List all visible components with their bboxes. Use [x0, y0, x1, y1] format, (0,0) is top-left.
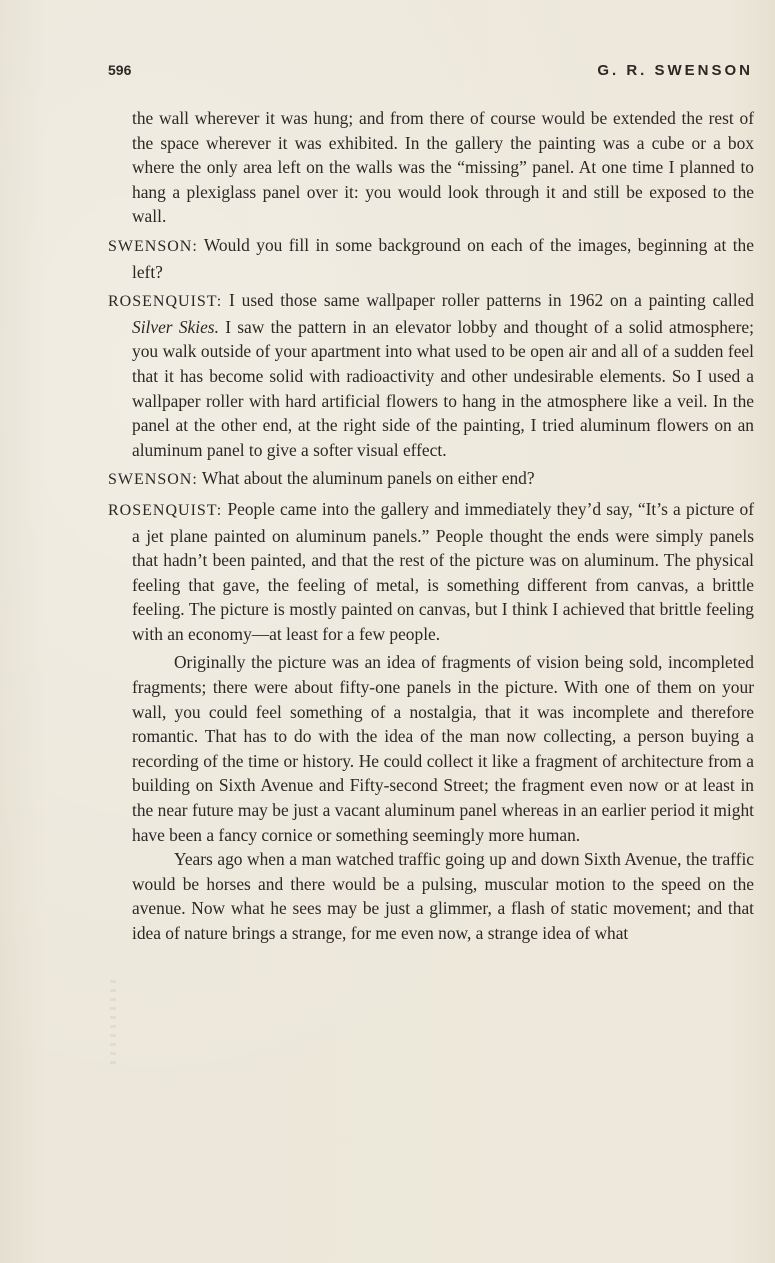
dialogue-paragraph	[108, 466, 754, 493]
paragraph-text: What about the aluminum panels on either end?	[201, 468, 535, 489]
paragraph-text: Years ago when a man watched traffic going up and down Sixth Avenue, the traffic would be horses and there would be a pulsing, muscular motion to the speed on the avenue. Now what he sees may be just a glimmer, a flash of static movement; and that idea of nature brings a strange, for me even now, a strange idea of what	[132, 849, 754, 943]
body-text	[108, 106, 754, 946]
paragraph-text: the wall wherever it was hung; and from there of course would be extended the rest of the space wherever it was exhibited. In the gallery the painting was a cube or a box where the only area left on the walls was the “missing” panel. At one time I planned to hang a plexiglass panel over it: you would look through it and still be exposed to the wall.	[132, 108, 754, 227]
dialogue-paragraph	[108, 288, 754, 462]
paragraph-text: People came into the gallery and immediately they’d say, “It’s a picture of a jet plane painted on aluminum panels.” People thought the ends were simply panels that hadn’t been painted, and that the rest of the picture was on aluminum. The physical feeling that gave, the feeling of metal, is something different from canvas, a brittle feeling. The picture is mostly painted on canvas, but I think I achieved that brittle feeling with an economy—at least for a few people.	[132, 498, 754, 644]
page-header	[108, 62, 753, 86]
indented-paragraph	[108, 847, 754, 945]
paragraph-text: I saw the pattern in an elevator lobby and thought of a solid atmosphere; you walk outside of your apartment into what used to be open air and all of a sudden feel that it has become solid with radioactivity and other undesirable elements. So I used a wallpaper roller with hard artificial flowers to hang in the atmosphere like a veil. In the panel at the other end, at the right side of the painting, I tried aluminum flowers on an aluminum panel to give a softer visual effect.	[132, 316, 754, 460]
painting-title: Silver Skies.	[132, 316, 219, 337]
paragraph-continued	[108, 106, 754, 229]
paragraph-text: Originally the picture was an idea of fragments of vision being sold, incompleted fragments; there were about fifty-one panels in the picture. With one of them on your wall, you could feel something of a nostalgia, that it was incomplete and therefore romantic. That has to do with the idea of the man now collecting, a person buying a recording of the time or history. He could collect it like a fragment of architecture from a building on Sixth Avenue and Fifty-second Street; the fragment even now or at least in the near future may be just a vacant aluminum panel whereas in an earlier period it might have been a fancy cornice or something seemingly more human.	[132, 652, 754, 845]
margin-pencil-mark	[110, 980, 116, 1070]
paragraph-text: I used those same wallpaper roller patterns in 1962 on a painting called	[229, 290, 754, 311]
page-number: 596	[108, 62, 132, 78]
speaker-label: ROSENQUIST:	[108, 501, 223, 519]
running-head: G. R. SWENSON	[597, 62, 753, 79]
indented-paragraph	[108, 650, 754, 847]
speaker-label: SWENSON:	[108, 237, 198, 255]
paragraph-text: Would you fill in some background on each of the images, beginning at the left?	[132, 234, 754, 282]
dialogue-paragraph	[108, 497, 754, 647]
dialogue-paragraph	[108, 233, 754, 284]
speaker-label: SWENSON:	[108, 471, 198, 489]
speaker-label: ROSENQUIST:	[108, 293, 223, 311]
